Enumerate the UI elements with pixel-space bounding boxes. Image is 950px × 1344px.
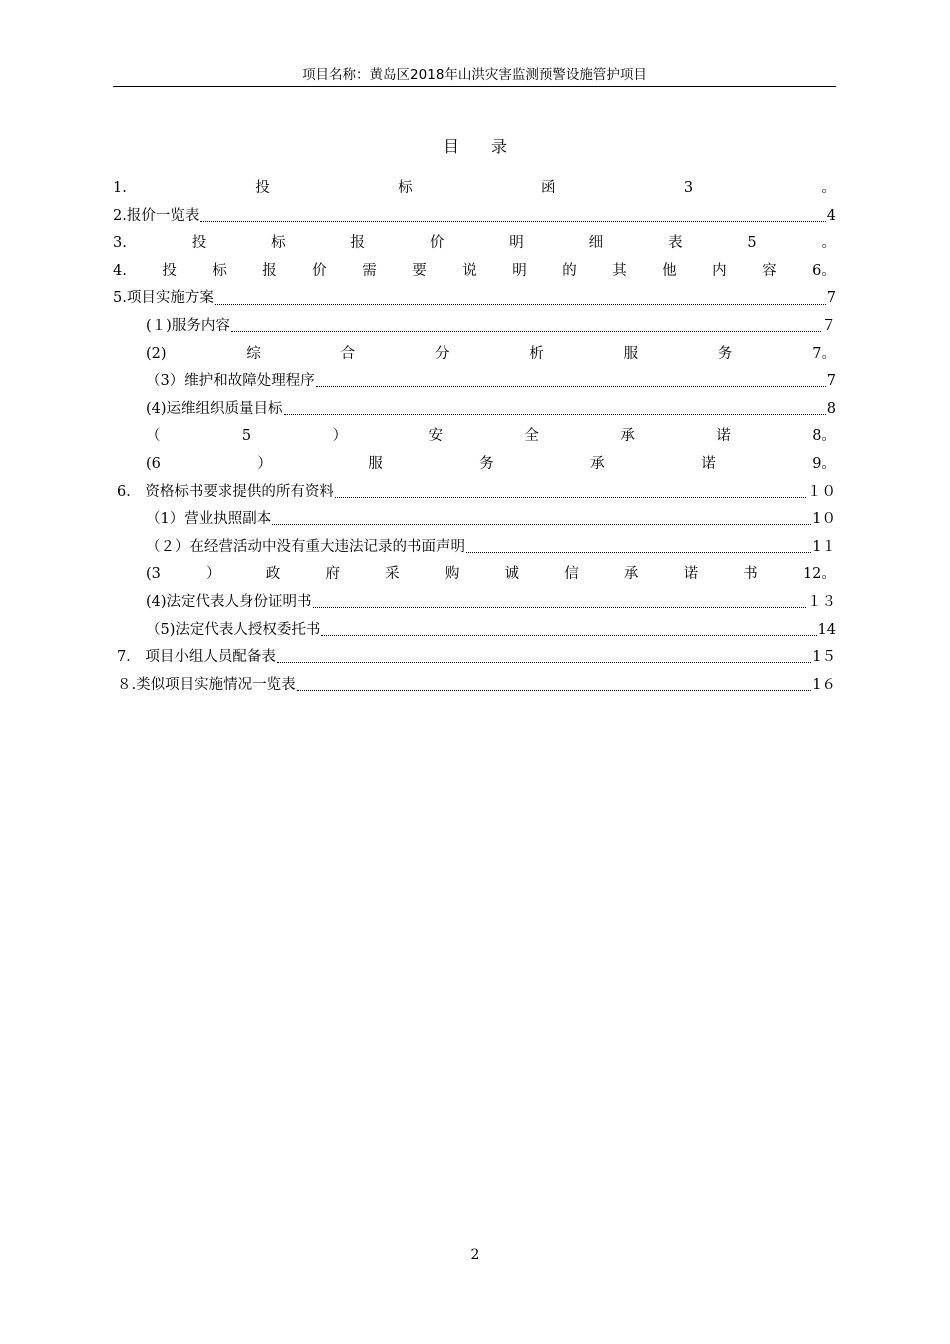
toc-entry-glyph: 服 [368, 455, 383, 472]
toc-entry[interactable] [113, 341, 836, 369]
toc-entry-glyph: 5 [241, 428, 252, 445]
toc-entry-glyph: 内 [712, 262, 727, 279]
toc-entry-glyph: 1. [113, 180, 127, 196]
toc-entry[interactable] [113, 644, 836, 672]
dot-leader [284, 414, 826, 415]
toc-entry-glyph: 承 [620, 428, 635, 445]
toc-entry-glyph: 容 [762, 262, 777, 279]
toc-entry-page: 14 [817, 621, 836, 638]
toc-entry-glyph: 明 [512, 262, 527, 279]
toc-entry[interactable] [113, 672, 836, 700]
dot-leader [335, 497, 806, 498]
toc-entry[interactable] [113, 313, 836, 341]
dot-leader [297, 690, 812, 691]
toc-entry-page: 4 [826, 207, 836, 224]
dot-leader [272, 524, 811, 525]
toc-entry-glyph: 采 [385, 566, 400, 583]
page-number: 2 [470, 1247, 480, 1263]
toc-entry[interactable] [113, 258, 836, 286]
toc-entry[interactable] [113, 589, 836, 617]
toc-entry[interactable] [113, 368, 836, 396]
toc-entry-page: 7 [826, 373, 836, 390]
dot-leader [466, 552, 811, 553]
toc-entry-spread-text [113, 175, 836, 203]
toc-entry-glyph: 政 [265, 566, 281, 583]
toc-entry-title: 7． 项目小组人员配备表 [117, 649, 276, 666]
table-of-contents [113, 175, 836, 699]
toc-entry-spread-text [146, 423, 836, 451]
toc-entry-page: 1６ [812, 676, 836, 693]
toc-entry-glyph: 说 [462, 262, 477, 279]
toc-entry-title: （２）在经营活动中没有重大违法记录的书面声明 [146, 538, 465, 555]
toc-entry-title: 2.报价一览表 [113, 207, 200, 224]
toc-entry-glyph: 3. [113, 235, 127, 252]
toc-title: 目录 [442, 137, 539, 156]
toc-entry-glyph: （ [146, 428, 161, 445]
toc-entry[interactable] [113, 479, 836, 507]
page-header: 项目名称：黄岛区2018年山洪灾害监测预警设施管护项目 [113, 64, 836, 87]
toc-entry-glyph: 价 [312, 262, 327, 279]
toc-entry-title: 5.项目实施方案 [113, 290, 214, 307]
toc-entry-glyph: 要 [412, 262, 427, 279]
toc-entry-glyph: 标 [271, 235, 286, 252]
toc-entry[interactable] [113, 175, 836, 203]
toc-entry-glyph: 务 [479, 455, 494, 472]
toc-entry-glyph: ） [206, 566, 221, 583]
toc-entry-glyph: 7。 [812, 345, 836, 362]
toc-entry-glyph: 4. [113, 262, 127, 279]
toc-entry-glyph: (2) [146, 345, 167, 362]
toc-entry-title: （3）维护和故障处理程序 [146, 373, 315, 390]
toc-entry-title: （5)法定代表人授权委托书 [146, 621, 321, 638]
toc-entry-page: 7 [826, 290, 836, 307]
toc-entry-page: 1１ [812, 538, 836, 555]
toc-entry-glyph: 投 [255, 180, 270, 196]
toc-entry[interactable] [113, 423, 836, 451]
dot-leader [313, 607, 806, 608]
toc-entry-glyph: 标 [212, 262, 227, 279]
toc-entry-glyph: 诺 [716, 428, 731, 445]
toc-entry-glyph: 诚 [504, 566, 520, 583]
toc-entry-glyph: 3 [683, 180, 694, 196]
dot-leader [215, 304, 826, 305]
toc-entry-page: 8 [826, 400, 836, 417]
dot-leader [231, 331, 821, 332]
toc-entry-glyph: 12。 [802, 566, 836, 583]
toc-entry-glyph: 细 [588, 235, 604, 252]
toc-entry-spread-text [146, 341, 836, 369]
toc-entry-glyph: 分 [434, 345, 450, 362]
dot-leader [316, 386, 826, 387]
toc-entry[interactable] [113, 617, 836, 645]
toc-entry-glyph: 。 [821, 235, 836, 252]
toc-entry-glyph: 其 [612, 262, 627, 279]
toc-entry-glyph: 表 [667, 235, 683, 252]
toc-entry-page: 1５ [812, 649, 836, 666]
toc-entry-glyph: (3 [146, 566, 161, 583]
toc-entry-glyph: 全 [524, 428, 539, 445]
toc-entry-spread-text [146, 561, 836, 589]
toc-entry[interactable] [113, 230, 836, 258]
toc-entry-glyph: 安 [428, 428, 443, 445]
toc-entry-glyph: 函 [540, 180, 556, 196]
toc-entry-glyph: 的 [562, 262, 577, 279]
toc-entry-glyph: 投 [191, 235, 207, 252]
toc-entry-title: (１)服务内容 [146, 317, 230, 334]
toc-entry-glyph: 明 [509, 235, 524, 252]
toc-entry-spread-text [113, 258, 836, 286]
toc-entry[interactable] [113, 203, 836, 231]
toc-entry-glyph: 他 [662, 262, 677, 279]
toc-entry-spread-text [113, 230, 836, 258]
toc-entry-title: 6． 资格标书要求提供的所有资料 [117, 483, 334, 500]
toc-entry-glyph: 服 [623, 345, 639, 362]
toc-entry-title: (4)法定代表人身份证明书 [146, 593, 312, 610]
toc-entry[interactable] [113, 534, 836, 562]
toc-entry-glyph: 报 [350, 235, 365, 252]
toc-entry[interactable] [113, 396, 836, 424]
toc-entry[interactable] [113, 561, 836, 589]
toc-entry-glyph: 府 [325, 566, 340, 583]
toc-entry-glyph: 综 [246, 345, 261, 362]
toc-entry-glyph: 诺 [701, 455, 716, 472]
toc-entry-glyph: 承 [623, 566, 639, 583]
toc-entry-glyph: 合 [340, 345, 356, 362]
toc-entry-title: ８.类似项目实施情况一览表 [117, 676, 296, 693]
toc-entry-glyph: 析 [529, 345, 544, 362]
toc-entry-glyph: 投 [162, 262, 177, 279]
toc-entry-glyph: 6。 [812, 262, 836, 279]
toc-entry-glyph: 报 [262, 262, 277, 279]
toc-entry-glyph: 承 [590, 455, 605, 472]
toc-entry-glyph: 诺 [683, 566, 699, 583]
toc-entry-glyph: 5 [747, 235, 757, 252]
dot-leader [277, 662, 811, 663]
toc-entry-glyph: 书 [743, 566, 758, 583]
dot-leader [200, 221, 825, 222]
toc-entry-glyph: (6 [146, 455, 161, 472]
toc-entry-glyph: 信 [564, 566, 579, 583]
toc-entry-glyph: ） [257, 455, 272, 472]
toc-entry-page: ７ [821, 317, 836, 334]
toc-entry[interactable] [113, 506, 836, 534]
toc-entry-glyph: 务 [717, 345, 733, 362]
toc-entry-glyph: 9。 [812, 455, 836, 472]
toc-entry-title: （1）营业执照副本 [146, 511, 272, 528]
toc-entry-title: (4)运维组织质量目标 [146, 400, 283, 417]
toc-entry-glyph: 需 [362, 262, 377, 279]
toc-entry[interactable] [113, 285, 836, 313]
toc-entry-page: 1０ [812, 511, 836, 528]
toc-entry-glyph: 标 [398, 180, 413, 196]
toc-entry-glyph: 8。 [812, 428, 836, 445]
toc-entry-glyph: 购 [444, 566, 460, 583]
toc-entry-glyph: 。 [821, 180, 836, 196]
toc-entry-page: １３ [807, 593, 836, 610]
toc-entry-spread-text [146, 451, 836, 479]
toc-entry-page: １０ [807, 483, 836, 500]
dot-leader [321, 635, 816, 636]
toc-entry-glyph: 价 [429, 235, 445, 252]
toc-entry[interactable] [113, 451, 836, 479]
toc-entry-glyph: ） [332, 428, 348, 445]
